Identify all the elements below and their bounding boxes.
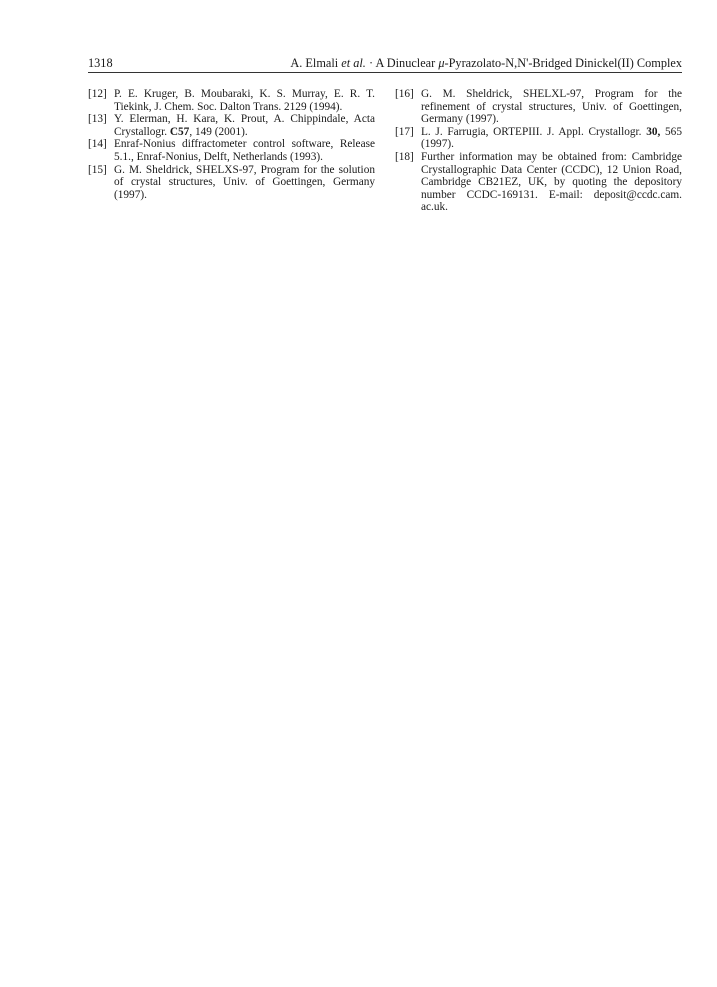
reference-text (421, 126, 682, 151)
reference-number: [15] (88, 163, 107, 176)
reference-volume: 30, (646, 125, 661, 138)
running-title-etal: et al. (341, 56, 366, 70)
reference-number: [12] (88, 88, 107, 100)
reference-number: [14] (88, 138, 107, 151)
reference-text-post: 565 (1997). (421, 125, 682, 151)
reference-number: [13] (88, 113, 107, 126)
running-title-text-a: A Dinuclear (375, 56, 439, 70)
references-left-column (88, 88, 375, 201)
running-title-separator: · (365, 56, 376, 70)
running-title-text-b: -Pyrazolato-N,N'-Bridged Dinickel(II) Complex (444, 56, 682, 70)
reference-text: Enraf-Nonius diffractometer control software, Release 5.1., Enraf-Nonius, Delft, Netherlands (1993). (114, 138, 375, 163)
reference-number: [18] (395, 150, 414, 163)
running-header (88, 55, 682, 71)
reference-18 (395, 151, 682, 214)
reference-15 (88, 164, 375, 202)
reference-text-pre: L. J. Farrugia, ORTEPIII. J. Appl. Crystallogr. (421, 125, 647, 138)
reference-text: P. E. Kruger, B. Moubaraki, K. S. Murray, E. R. T. Tiekink, J. Chem. Soc. Dalton Trans. 2129 (1994). (114, 88, 375, 113)
reference-text-post: , 149 (2001). (189, 125, 248, 138)
header-rule (88, 72, 682, 73)
reference-12 (88, 88, 375, 113)
reference-number: [17] (395, 125, 414, 138)
running-title-authors: A. Elmali (290, 56, 339, 70)
reference-17 (395, 126, 682, 151)
running-title (290, 55, 682, 71)
reference-16 (395, 88, 682, 126)
reference-text: Further information may be obtained from: Cambridge Crystallographic Data Center (CCDC), 12 Union Road, Cambridge CB21EZ, UK, by quoting the depository number CCDC-169131. E-mail: deposit@ccdc.cam. ac.uk. (421, 150, 682, 214)
running-title-mu: μ (438, 56, 445, 70)
reference-13 (88, 113, 375, 138)
reference-14 (88, 138, 375, 163)
reference-text: G. M. Sheldrick, SHELXL-97, Program for the refinement of crystal structures, Univ. of Goettingen, Germany (1997). (421, 88, 682, 126)
references-right-column (395, 88, 682, 214)
page-number: 1318 (88, 56, 113, 70)
reference-text-pre: Y. Elerman, H. Kara, K. Prout, A. Chippindale, Acta Crystallogr. (114, 113, 375, 138)
reference-text: G. M. Sheldrick, SHELXS-97, Program for the solution of crystal structures, Univ. of Goettingen, Germany (1997). (114, 163, 375, 201)
reference-number: [16] (395, 88, 414, 100)
reference-volume: C57 (169, 125, 190, 138)
reference-text (114, 113, 375, 138)
